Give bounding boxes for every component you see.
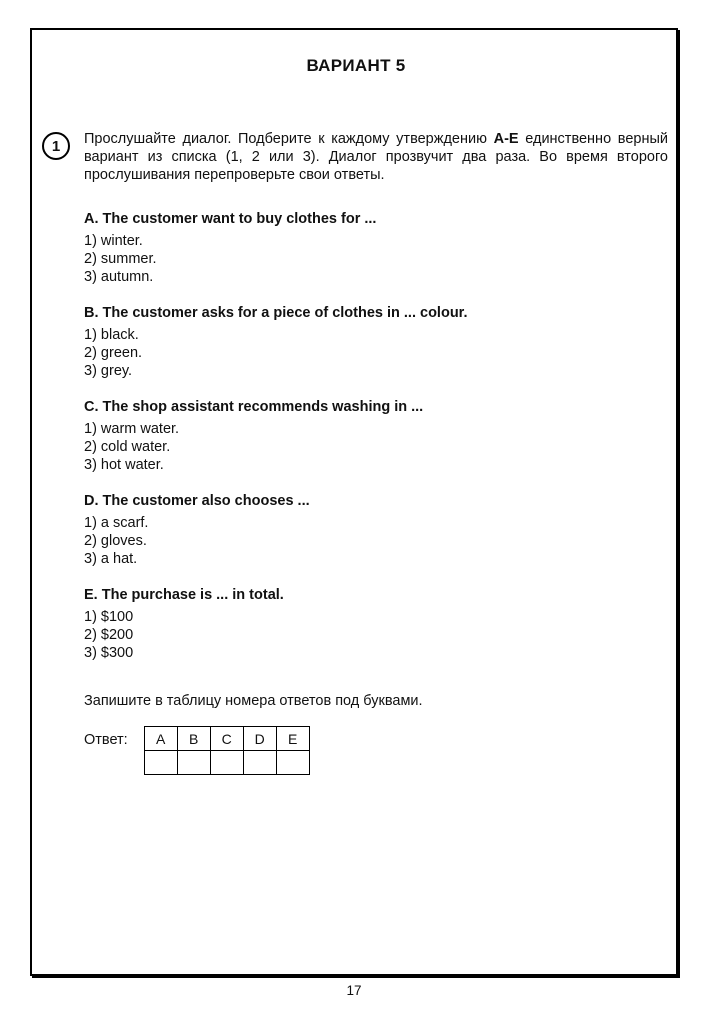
answer-cell [177,751,210,775]
question-option: 1) $100 [84,609,134,625]
instructions-text-1: Прослушайте диалог. Подберите к каждому утверждению [84,131,494,147]
task-instructions [84,130,668,184]
question-option: 1) warm water. [84,421,180,437]
answer-column-header: B [177,727,210,751]
question-heading: B. The customer asks for a piece of clothes in ... colour. [84,305,468,321]
answer-table [144,726,310,775]
answer-column-header: C [210,727,243,751]
answer-column-header: D [243,727,276,751]
task-number-badge [42,132,70,160]
answer-cell [144,751,177,775]
instructions-text-2: единственно верный вариант из списка (1, 2 или 3). Диалог прозвучит два раза. Во время второго прослушивания перепроверьте свои ответы. [84,131,668,183]
question-heading: A. The customer want to buy clothes for ... [84,211,377,227]
question-block [84,398,668,474]
question-block [84,492,668,568]
question-option: 1) a scarf. [84,515,149,531]
document-frame [30,28,678,976]
question-option: 3) a hat. [84,551,138,567]
task-number: 1 [51,137,61,155]
instructions-bold-range: А-Е [493,131,519,147]
answer-column-header: A [144,727,177,751]
answer-cell [210,751,243,775]
page-title: ВАРИАНТ 5 [306,56,406,75]
task-body [84,130,670,775]
answer-table-input-row [144,751,309,775]
page-number: 17 [346,983,362,998]
answer-label: Ответ: [84,732,128,748]
question-option: 3) $300 [84,645,134,661]
question-heading: E. The purchase is ... in total. [84,587,284,603]
question-block [84,586,668,662]
question-option: 2) gloves. [84,533,147,549]
question-option: 2) green. [84,345,143,361]
question-block [84,210,668,286]
question-option: 3) grey. [84,363,133,379]
question-option: 2) $200 [84,627,134,643]
question-option: 1) black. [84,327,139,343]
question-option: 1) winter. [84,233,143,249]
question-block [84,304,668,380]
question-option: 3) autumn. [84,269,154,285]
question-heading: D. The customer also chooses ... [84,493,310,509]
question-heading: C. The shop assistant recommends washing in ... [84,399,424,415]
answer-cell [276,751,309,775]
answer-section [84,726,668,775]
answer-cell [243,751,276,775]
write-instruction: Запишите в таблицу номера ответов под буквами. [84,693,423,709]
answer-column-header: E [276,727,309,751]
task-1 [42,130,670,775]
question-option: 2) cold water. [84,439,171,455]
answer-table-header-row [144,727,309,751]
question-option: 3) hot water. [84,457,164,473]
questions-list [84,210,668,662]
question-option: 2) summer. [84,251,157,267]
